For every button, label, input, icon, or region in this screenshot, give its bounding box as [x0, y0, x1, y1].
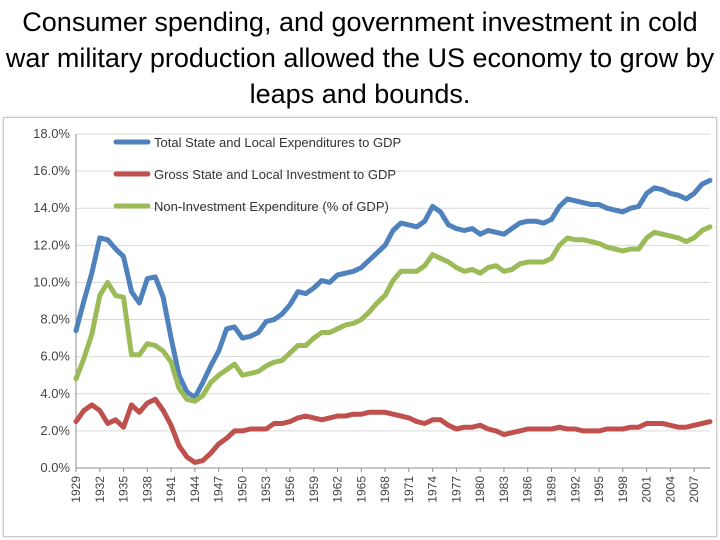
x-tick-label: 1995: [592, 476, 607, 503]
x-tick-label: 1941: [164, 476, 179, 503]
x-tick-label: 1944: [187, 476, 202, 503]
y-tick-label: 4.0%: [40, 385, 70, 401]
slide-title: Consumer spending, and government investment in cold war military production allowed the US economy to grow by leaps and bounds.: [5, 7, 715, 109]
x-tick-label: 1983: [496, 476, 511, 503]
x-tick-label: 1968: [378, 476, 393, 503]
y-tick-label: 2.0%: [40, 422, 70, 438]
y-tick-label: 10.0%: [33, 274, 70, 290]
x-tick-label: 1950: [235, 476, 250, 503]
x-tick-label: 1998: [615, 476, 630, 503]
x-tick-label: 1929: [69, 476, 83, 503]
chart-frame: [3, 117, 717, 537]
y-tick-label: 12.0%: [33, 237, 70, 253]
x-tick-label: 2007: [687, 476, 702, 503]
x-tick-label: 1962: [330, 476, 345, 503]
x-tick-label: 1986: [520, 476, 535, 503]
x-tick-label: 1992: [568, 476, 583, 503]
y-tick-label: 6.0%: [40, 348, 70, 364]
y-tick-label: 14.0%: [33, 200, 70, 216]
x-tick-label: 2001: [639, 476, 654, 503]
x-tick-label: 1932: [92, 476, 107, 503]
x-tick-label: 1989: [544, 476, 559, 503]
legend-label-3: Non-Investment Expenditure (% of GDP): [154, 199, 389, 214]
x-tick-label: 1977: [449, 476, 464, 503]
y-tick-label: 18.0%: [33, 126, 70, 141]
x-tick-label: 1953: [259, 476, 274, 503]
y-tick-label: 0.0%: [40, 460, 70, 475]
y-tick-label: 16.0%: [33, 163, 70, 179]
x-tick-label: 1947: [211, 476, 226, 503]
legend-label-2: Gross State and Local Investment to GDP: [154, 167, 397, 182]
series-line-3: [76, 227, 710, 401]
x-tick-label: 1935: [116, 476, 131, 503]
legend-label-1: Total State and Local Expenditures to GDP: [154, 135, 402, 150]
x-tick-label: 1959: [306, 476, 321, 503]
y-tick-label: 8.0%: [40, 311, 70, 327]
x-tick-label: 1956: [282, 476, 297, 503]
x-tick-label: 1974: [425, 476, 440, 503]
line-chart: [4, 118, 716, 536]
x-tick-label: 1938: [140, 476, 155, 503]
x-tick-label: 1965: [354, 476, 369, 503]
x-tick-label: 1971: [401, 476, 416, 503]
x-tick-label: 1980: [473, 476, 488, 503]
x-tick-label: 2004: [663, 476, 678, 503]
